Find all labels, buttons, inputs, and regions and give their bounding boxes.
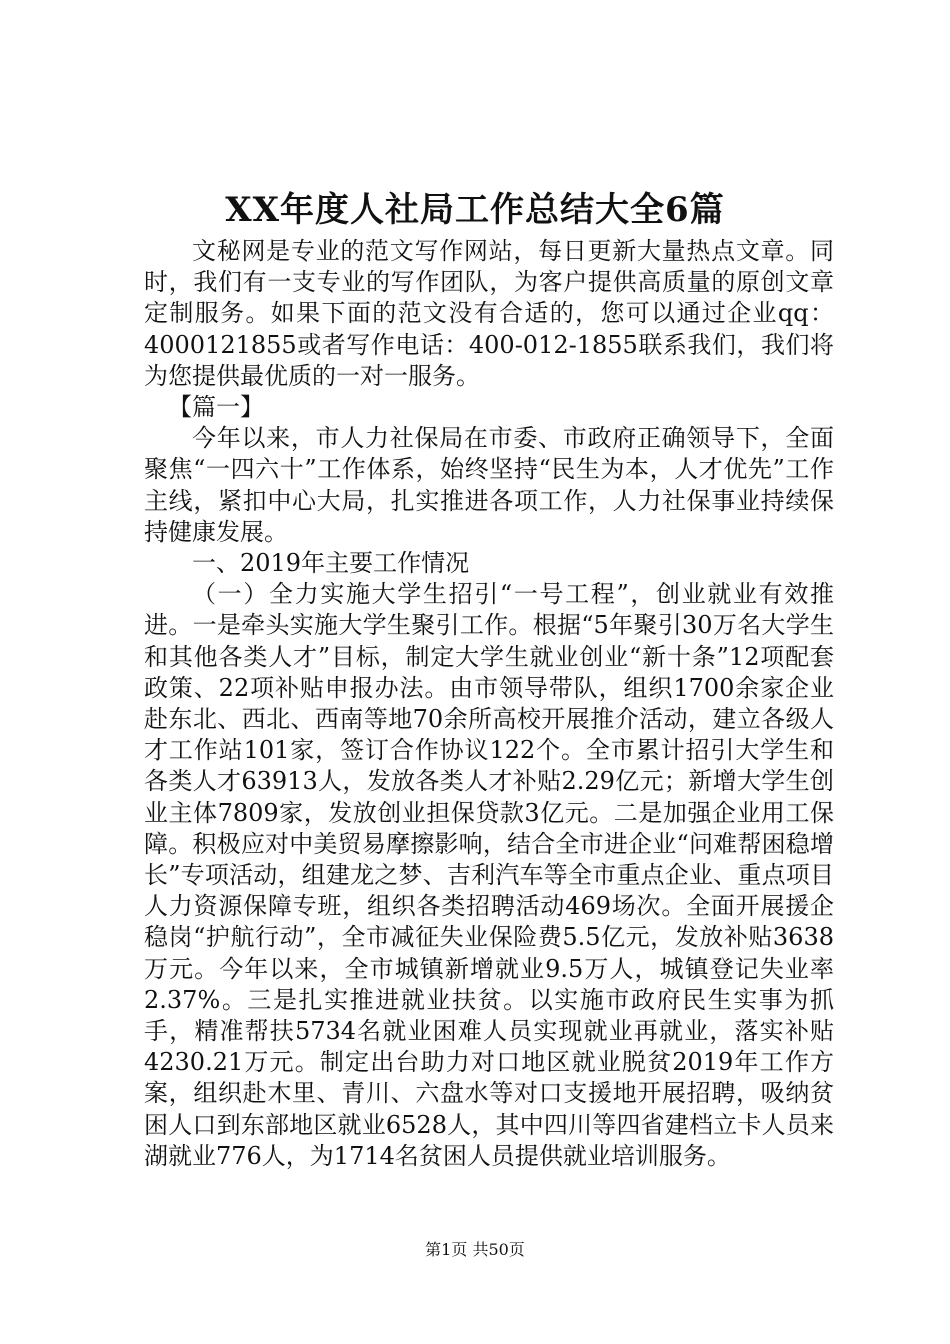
section-heading: 一、2019年主要工作情况 xyxy=(192,549,470,578)
document-body xyxy=(144,236,834,1172)
detail-paragraph: （一）全力实施大学生招引“一号工程”，创业就业有效推进。一是牵头实施大学生聚引工作。根据“5年聚引30万名大学生和其他各类人才”目标，制定大学生就业创业“新十条”12项配套政策、22项补贴申报办法。由市领导带队，组织1700余家企业赴东北、西北、西南等地70余所高校开展推介活动，建立各级人才工作站101家，签订合作协议122个。全市累计招引大学生和各类人才63913人，发放各类人才补贴2.29亿元；新增大学生创业主体7809家，发放创业担保贷款3亿元。二是加强企业用工保障。积极应对中美贸易摩擦影响，结合全市进企业“问难帮困稳增长”专项活动，组建龙之梦、吉利汽车等全市重点企业、重点项目人力资源保障专班，组织各类招聘活动469场次。全面开展援企稳岗“护航行动”，全市减征失业保险费5.5亿元，发放补贴3638万元。今年以来，全市城镇新增就业9.5万人，城镇登记失业率2.37%。三是扎实推进就业扶贫。以实施市政府民生实事为抓手，精准帮扶5734名就业困难人员实现就业再就业，落实补贴4230.21万元。制定出台助力对口地区就业脱贫2019年工作方案，组织赴木里、青川、六盘水等对口支援地开展招聘，吸纳贫困人口到东部地区就业6528人，其中四川等四省建档立卡人员来湖就业776人，为1714名贫困人员提供就业培训服务。 xyxy=(144,580,834,1170)
summary-paragraph: 今年以来，市人力社保局在市委、市政府正确领导下，全面聚焦“一四六十”工作体系，始终坚持“民生为本，人才优先”工作主线，紧扣中心大局，扎实推进各项工作，人力社保事业持续保持健康发展。 xyxy=(144,424,834,546)
page-footer: 第1页 共50页 xyxy=(425,1240,525,1259)
section-marker: 【篇一】 xyxy=(168,393,264,422)
intro-paragraph: 文秘网是专业的范文写作网站，每日更新大量热点文章。同时，我们有一支专业的写作团队，为客户提供高质量的原创文章定制服务。如果下面的范文没有合适的，您可以通过企业qq：4000121855或者写作电话：400-012-1855联系我们，我们将为您提供最优质的一对一服务。 xyxy=(144,237,834,390)
document-title: XX年度人社局工作总结大全6篇 xyxy=(225,190,725,230)
